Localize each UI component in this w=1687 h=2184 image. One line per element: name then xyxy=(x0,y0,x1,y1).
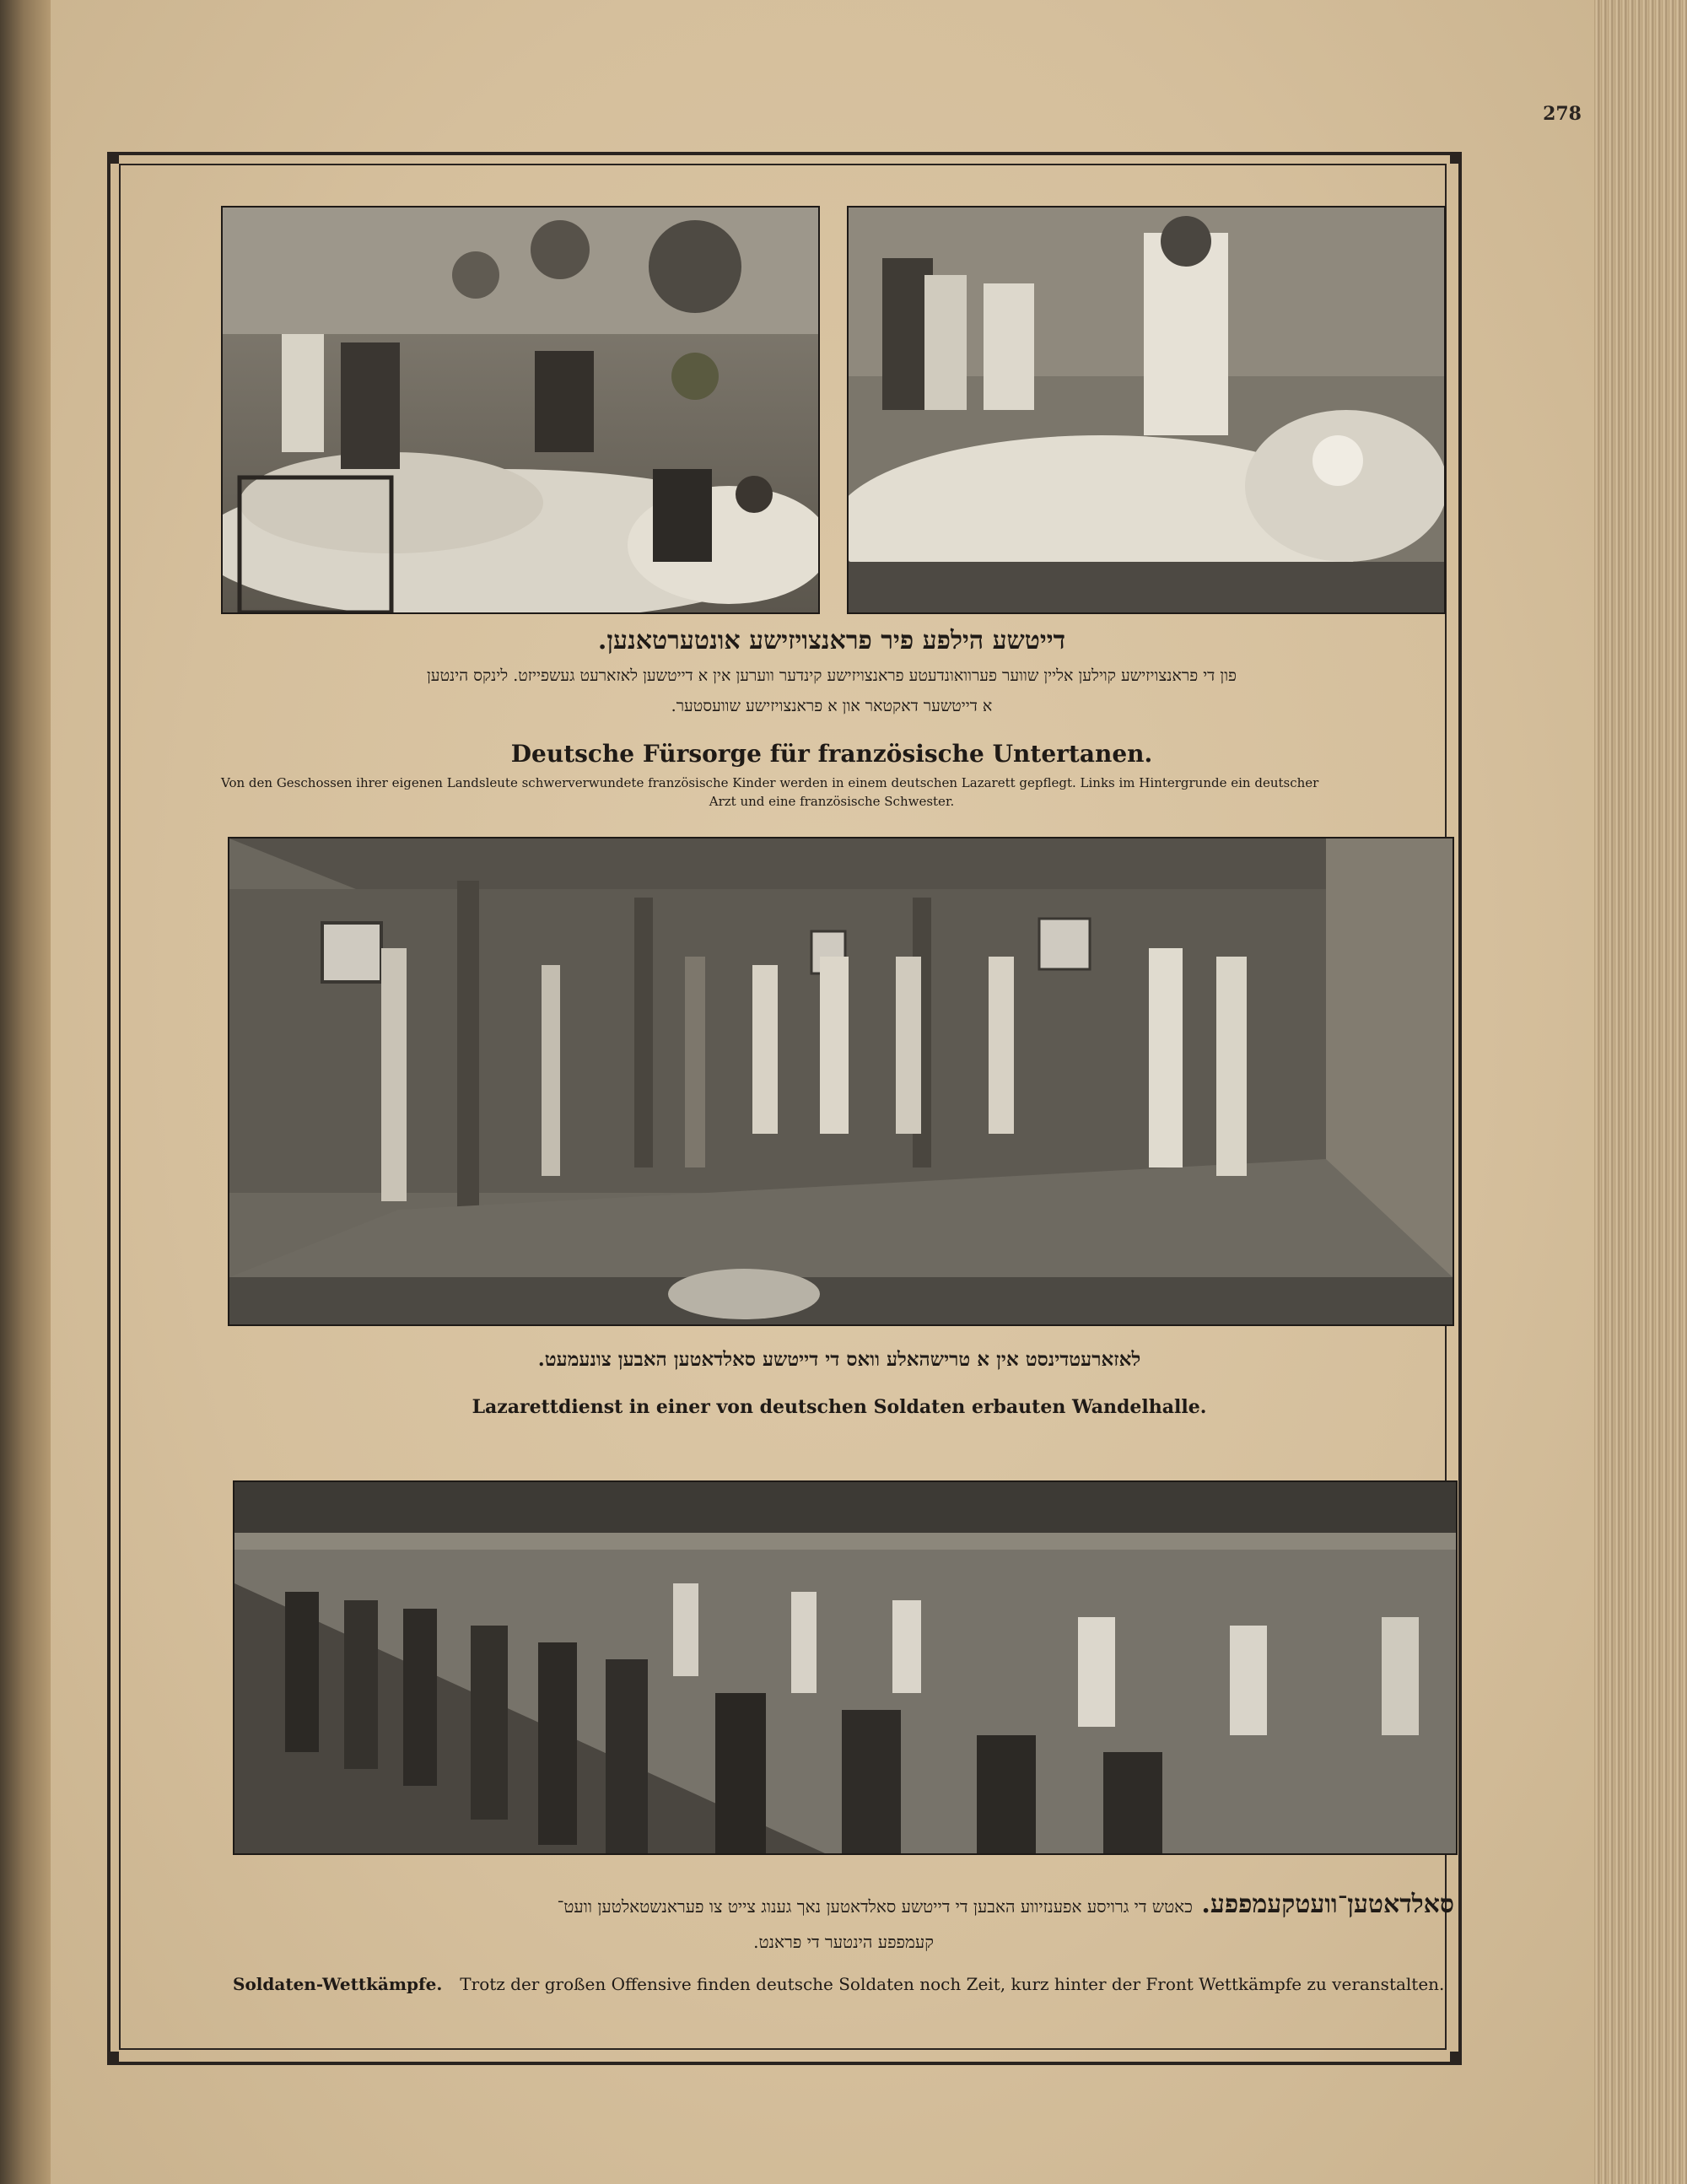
section1-german-caption-line2: Arzt und eine französische Schwester. xyxy=(709,794,955,809)
photo-lazarett-courtyard xyxy=(228,837,1454,1326)
frame-corner xyxy=(107,2052,119,2063)
section2-yiddish-caption: לאזארעטדינסט אין א טרישהאלע וואס די דייטשע סאלדאטען האבען צונעמעט. xyxy=(537,1348,1141,1371)
book-edge-right xyxy=(1594,0,1687,2184)
photo-hospital-ward-left-image xyxy=(223,208,818,612)
section3-german-caption: Trotz der großen Offensive finden deutsche Soldaten noch Zeit, kurz hinter der Front Wettkämpfe zu veranstalten. xyxy=(460,1974,1445,1994)
frame-corner xyxy=(107,152,119,164)
page-number: 278 xyxy=(1543,103,1582,125)
photo-hospital-ward-right-image xyxy=(849,208,1444,612)
section3-yiddish-title xyxy=(233,1890,1454,1919)
section1-german-title: Deutsche Fürsorge für französische Untertanen. xyxy=(510,740,1153,768)
section3-yiddish-caption-line1: כאטש די גרויסע אפענזיווע האבען די דייטשע סאלדאטען נאך גענוג צייט צו פעראנשטאלטען וועט־ xyxy=(557,1896,1193,1917)
section1-german-caption-line1: Von den Geschossen ihrer eigenen Landsleute schwerverwundete französische Kinder werden in einem deutschen Lazarett gepflegt. Links im Hintergrunde ein deutscher xyxy=(221,775,1319,790)
photo-soldiers-race xyxy=(233,1480,1458,1855)
photo-lazarett-courtyard-image xyxy=(229,839,1453,1324)
section3-yiddish-title-text: סאלדאטען־וועטקעמפפע. xyxy=(1201,1890,1454,1919)
section3-german-caption-block xyxy=(233,1974,1454,1994)
frame-corner xyxy=(1450,152,1462,164)
section1-yiddish-title: דייטשע הילפע פיר פראנצויזישע אונטערטאנען. xyxy=(597,626,1066,655)
photo-hospital-ward-right xyxy=(847,206,1446,614)
photo-hospital-ward-left xyxy=(221,206,820,614)
photo-soldiers-race-image xyxy=(234,1482,1456,1853)
section2-german-caption: Lazarettdienst in einer von deutschen Soldaten erbauten Wandelhalle. xyxy=(472,1396,1207,1418)
section3-yiddish-caption-line2: קעמפפע הינטער די פראנט. xyxy=(753,1932,934,1952)
section1-yiddish-caption-line1: פון די פראנצויזישע קוילען אליין שווער פערוואונדעטע פראנצויזישע קינדער ווערען אין א דייטשען לאזארעט געשפייזט. לינקס הינטען xyxy=(426,666,1237,685)
section1-yiddish-caption-line2: א דייטשער דאקטאר און א פראנצויזישע שוועסטער. xyxy=(671,697,993,715)
frame-corner xyxy=(1450,2052,1462,2063)
section3-german-title: Soldaten-Wettkämpfe. xyxy=(233,1974,443,1994)
